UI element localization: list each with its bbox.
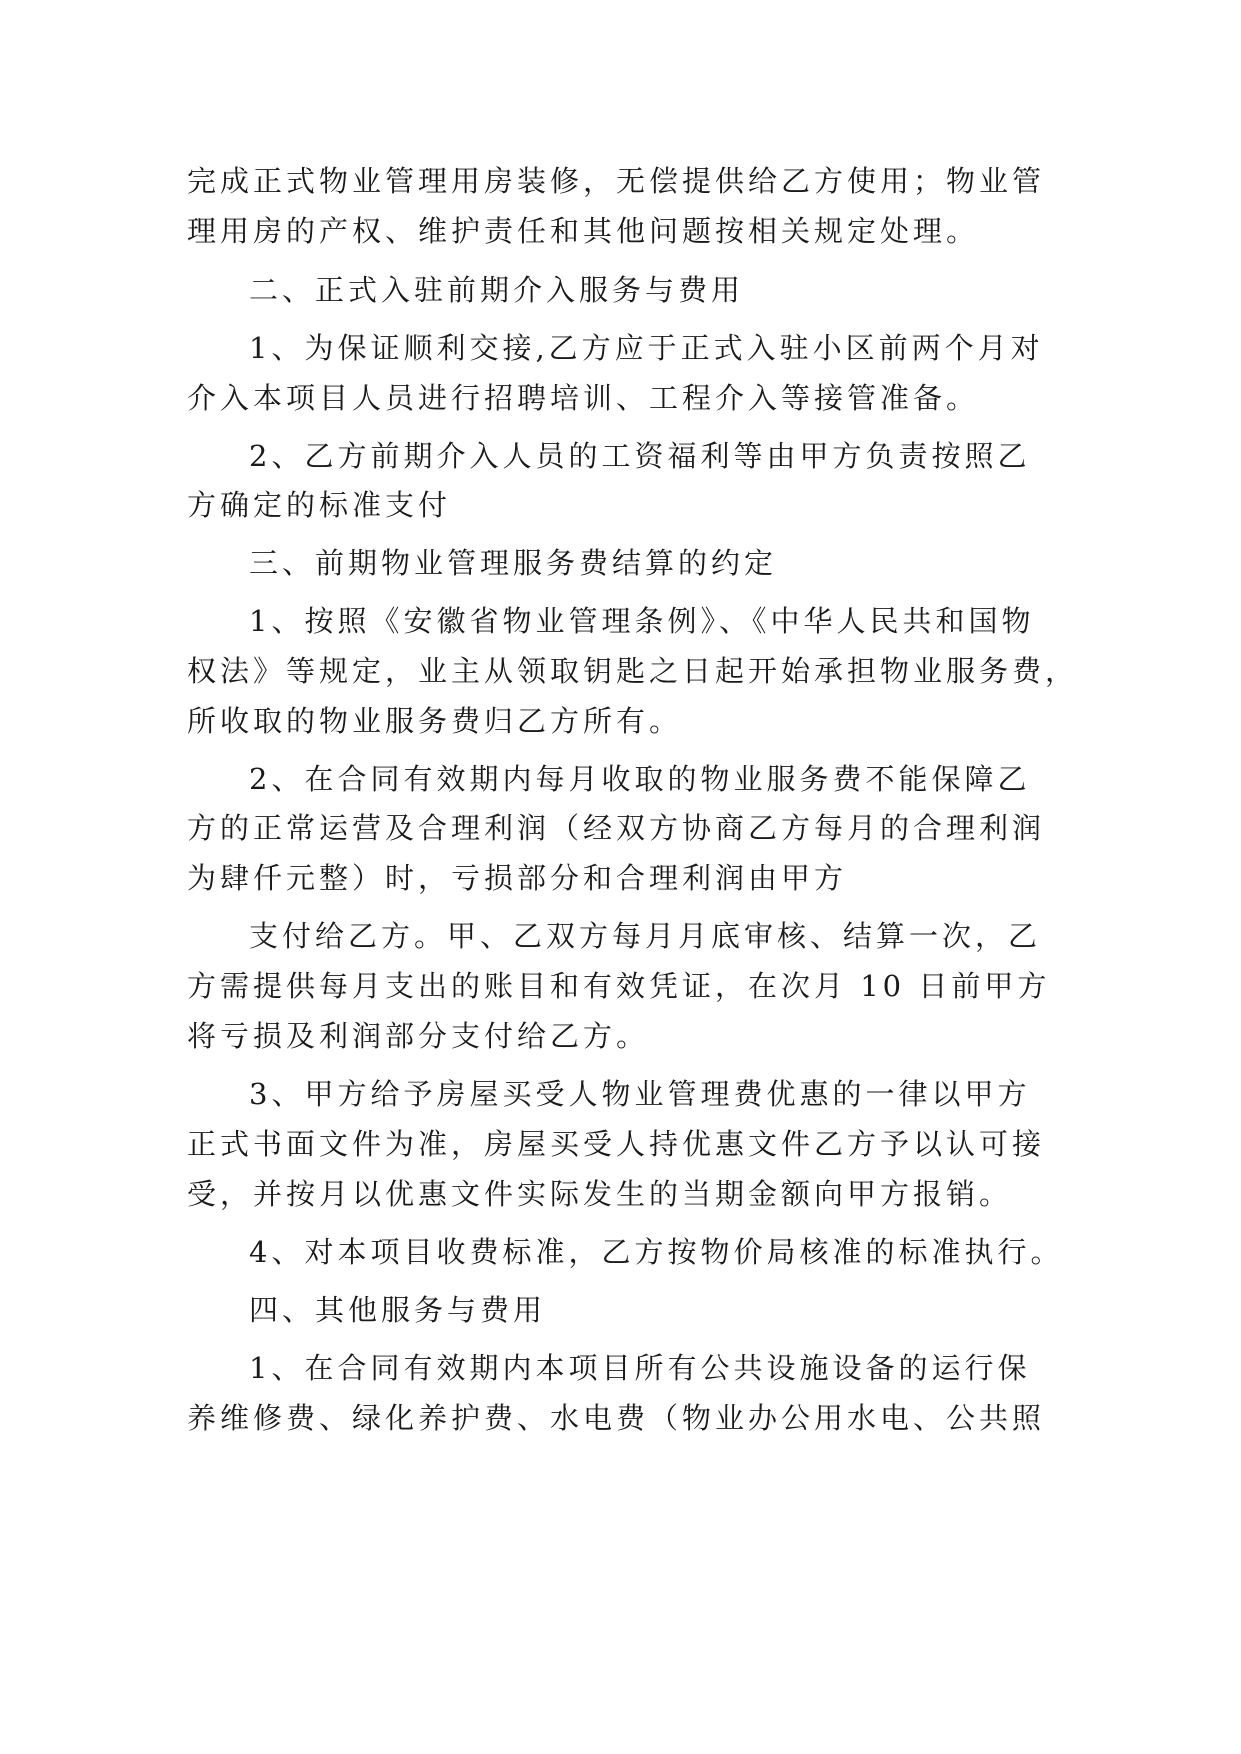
text-line: 1、为保证顺利交接,乙方应于正式入驻小区前两个月对 [249,331,1044,365]
text-line: 支付给乙方。甲、乙双方每月月底审核、结算一次，乙 [249,919,1042,953]
text-line: 方的正常运营及合理利润（经双方协商乙方每月的合理利润 [187,811,1046,845]
section-heading: 三、前期物业管理服务费结算的约定 [249,546,778,580]
text-line: 正式书面文件为准，房屋买受人持优惠文件乙方予以认可接 [187,1127,1046,1161]
text-line: 方确定的标准支付 [187,488,452,522]
text-line: 1、按照《安徽省物业管理条例》、《中华人民共和国物 [249,604,1035,638]
text-line: 为肆仟元整）时，亏损部分和合理利润由甲方 [187,861,848,895]
text-line: 1、在合同有效期内本项目所有公共设施设备的运行保 [249,1351,1031,1385]
text-line: 理用房的产权、维护责任和其他问题按相关规定处理。 [187,214,980,248]
text-line: 2、在合同有效期内每月收取的物业服务费不能保障乙 [249,762,1031,796]
text-line: 将亏损及利润部分支付给乙方。 [187,1019,650,1053]
text-line: 4、对本项目收费标准，乙方按物价局核准的标准执行。 [249,1235,1064,1269]
text-line: 介入本项目人员进行招聘培训、工程介入等接管准备。 [187,381,980,415]
text-line: 所收取的物业服务费归乙方所有。 [187,704,683,738]
section-heading: 四、其他服务与费用 [249,1293,547,1327]
section-heading: 二、正式入驻前期介入服务与费用 [249,273,745,307]
text-line: 方需提供每月支出的账目和有效凭证，在次月 10 日前甲方 [187,969,1051,1003]
text-line: 养维修费、绿化养护费、水电费（物业办公用水电、公共照 [187,1401,1046,1435]
text-line: 受，并按月以优惠文件实际发生的当期金额向甲方报销。 [187,1177,1013,1211]
text-line: 权法》等规定，业主从领取钥匙之日起开始承担物业服务费， [187,654,1079,688]
text-line: 2、乙方前期介入人员的工资福利等由甲方负责按照乙 [249,439,1031,473]
text-line: 完成正式物业管理用房装修，无偿提供给乙方使用；物业管 [187,164,1046,198]
text-line: 3、甲方给予房屋买受人物业管理费优惠的一律以甲方 [249,1077,1031,1111]
